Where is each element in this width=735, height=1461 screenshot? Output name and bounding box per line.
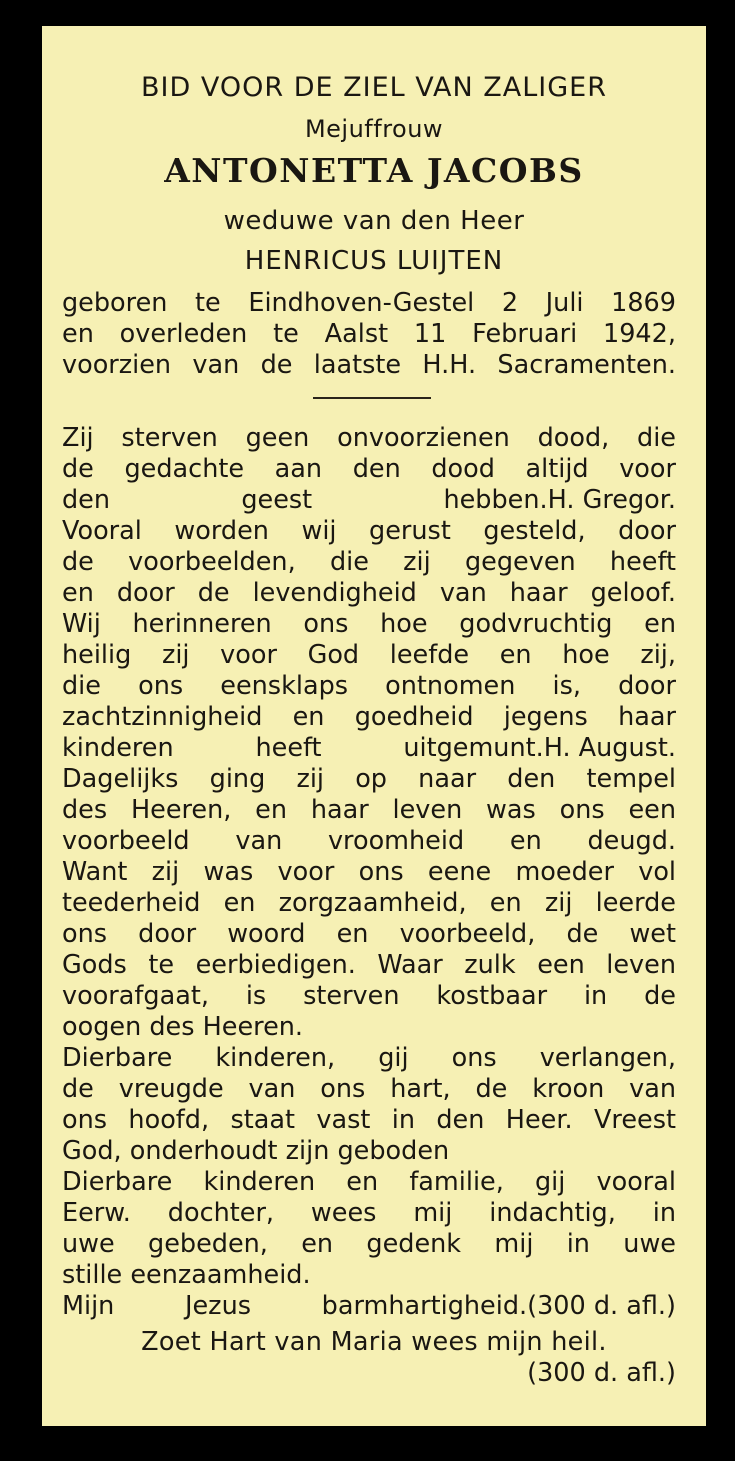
body-line: Want zij was voor ons eene moeder vol	[62, 857, 676, 887]
prayer-line: Zoet Hart van Maria wees mijn heil.	[141, 1327, 607, 1357]
body-line: Dierbare kinderen, gij ons verlangen,	[62, 1043, 676, 1073]
indulgence-note: (300 d. afl.)	[527, 1358, 676, 1388]
body-line: voorafgaat, is sterven kostbaar in de	[62, 981, 676, 1011]
body-line: Zij sterven geen onvoorzienen dood, die	[62, 423, 676, 453]
body-line: Vooral worden wij gerust gesteld, door	[62, 516, 676, 546]
body-line: Dagelijks ging zij op naar den tempel	[62, 764, 676, 794]
body-line: oogen des Heeren.	[62, 1012, 304, 1042]
husband-name: HENRICUS LUIJTEN	[244, 246, 504, 276]
body-line: Gods te eerbiedigen. Waar zulk een leven	[62, 950, 676, 980]
divider	[313, 397, 431, 399]
body-line: heilig zij voor God leefde en hoe zij,	[62, 640, 676, 670]
body-line: en door de levendigheid van haar geloof.	[62, 578, 676, 608]
body-line: de gedachte aan den dood altijd voor	[62, 454, 676, 484]
prayer-line	[62, 1291, 676, 1322]
widow-line: weduwe van den Heer	[223, 206, 525, 236]
sacraments-line: voorzien van de laatste H.H. Sacramenten.	[62, 350, 676, 380]
body-line: ons hoofd, staat vast in den Heer. Vreest	[62, 1105, 676, 1135]
body-line: God, onderhoudt zijn geboden	[62, 1136, 450, 1166]
honorific: Mejuffrouw	[304, 115, 444, 143]
body-line: teederheid en zorgzaamheid, en zij leerde	[62, 888, 676, 918]
deceased-name: ANTONETTA JACOBS	[164, 151, 584, 190]
memorial-card	[42, 26, 706, 1426]
body-line: die ons eensklaps ontnomen is, door	[62, 671, 676, 701]
prayer-text: Mijn Jezus barmhartigheid.	[62, 1291, 528, 1321]
death-line: en overleden te Aalst 11 Februari 1942,	[62, 319, 676, 349]
body-line-text: den geest hebben.	[62, 485, 548, 515]
body-line: stille eenzaamheid.	[62, 1260, 311, 1290]
body-line: Dierbare kinderen en familie, gij vooral	[62, 1167, 676, 1197]
body-line: uwe gebeden, en gedenk mij in uwe	[62, 1229, 676, 1259]
body-line: Eerw. dochter, wees mij indachtig, in	[62, 1198, 676, 1228]
body-line: de voorbeelden, die zij gegeven heeft	[62, 547, 676, 577]
body-line-quote-source	[62, 733, 676, 764]
card-title: BID VOOR DE ZIEL VAN ZALIGER	[141, 72, 607, 103]
quote-attribution: H. August.	[543, 733, 676, 763]
body-line: des Heeren, en haar leven was ons een	[62, 795, 676, 825]
birth-line: geboren te Eindhoven-Gestel 2 Juli 1869	[62, 288, 676, 318]
quote-attribution: H. Gregor.	[547, 485, 676, 515]
body-line-quote-source	[62, 485, 676, 516]
body-line: Wij herinneren ons hoe godvruchtig en	[62, 609, 676, 639]
body-line: ons door woord en voorbeeld, de wet	[62, 919, 676, 949]
body-line: zachtzinnigheid en goedheid jegens haar	[62, 702, 676, 732]
body-line-text: kinderen heeft uitgemunt.	[62, 733, 544, 763]
body-line: de vreugde van ons hart, de kroon van	[62, 1074, 676, 1104]
body-line: voorbeeld van vroomheid en deugd.	[62, 826, 676, 856]
indulgence-note: (300 d. afl.)	[527, 1291, 676, 1321]
